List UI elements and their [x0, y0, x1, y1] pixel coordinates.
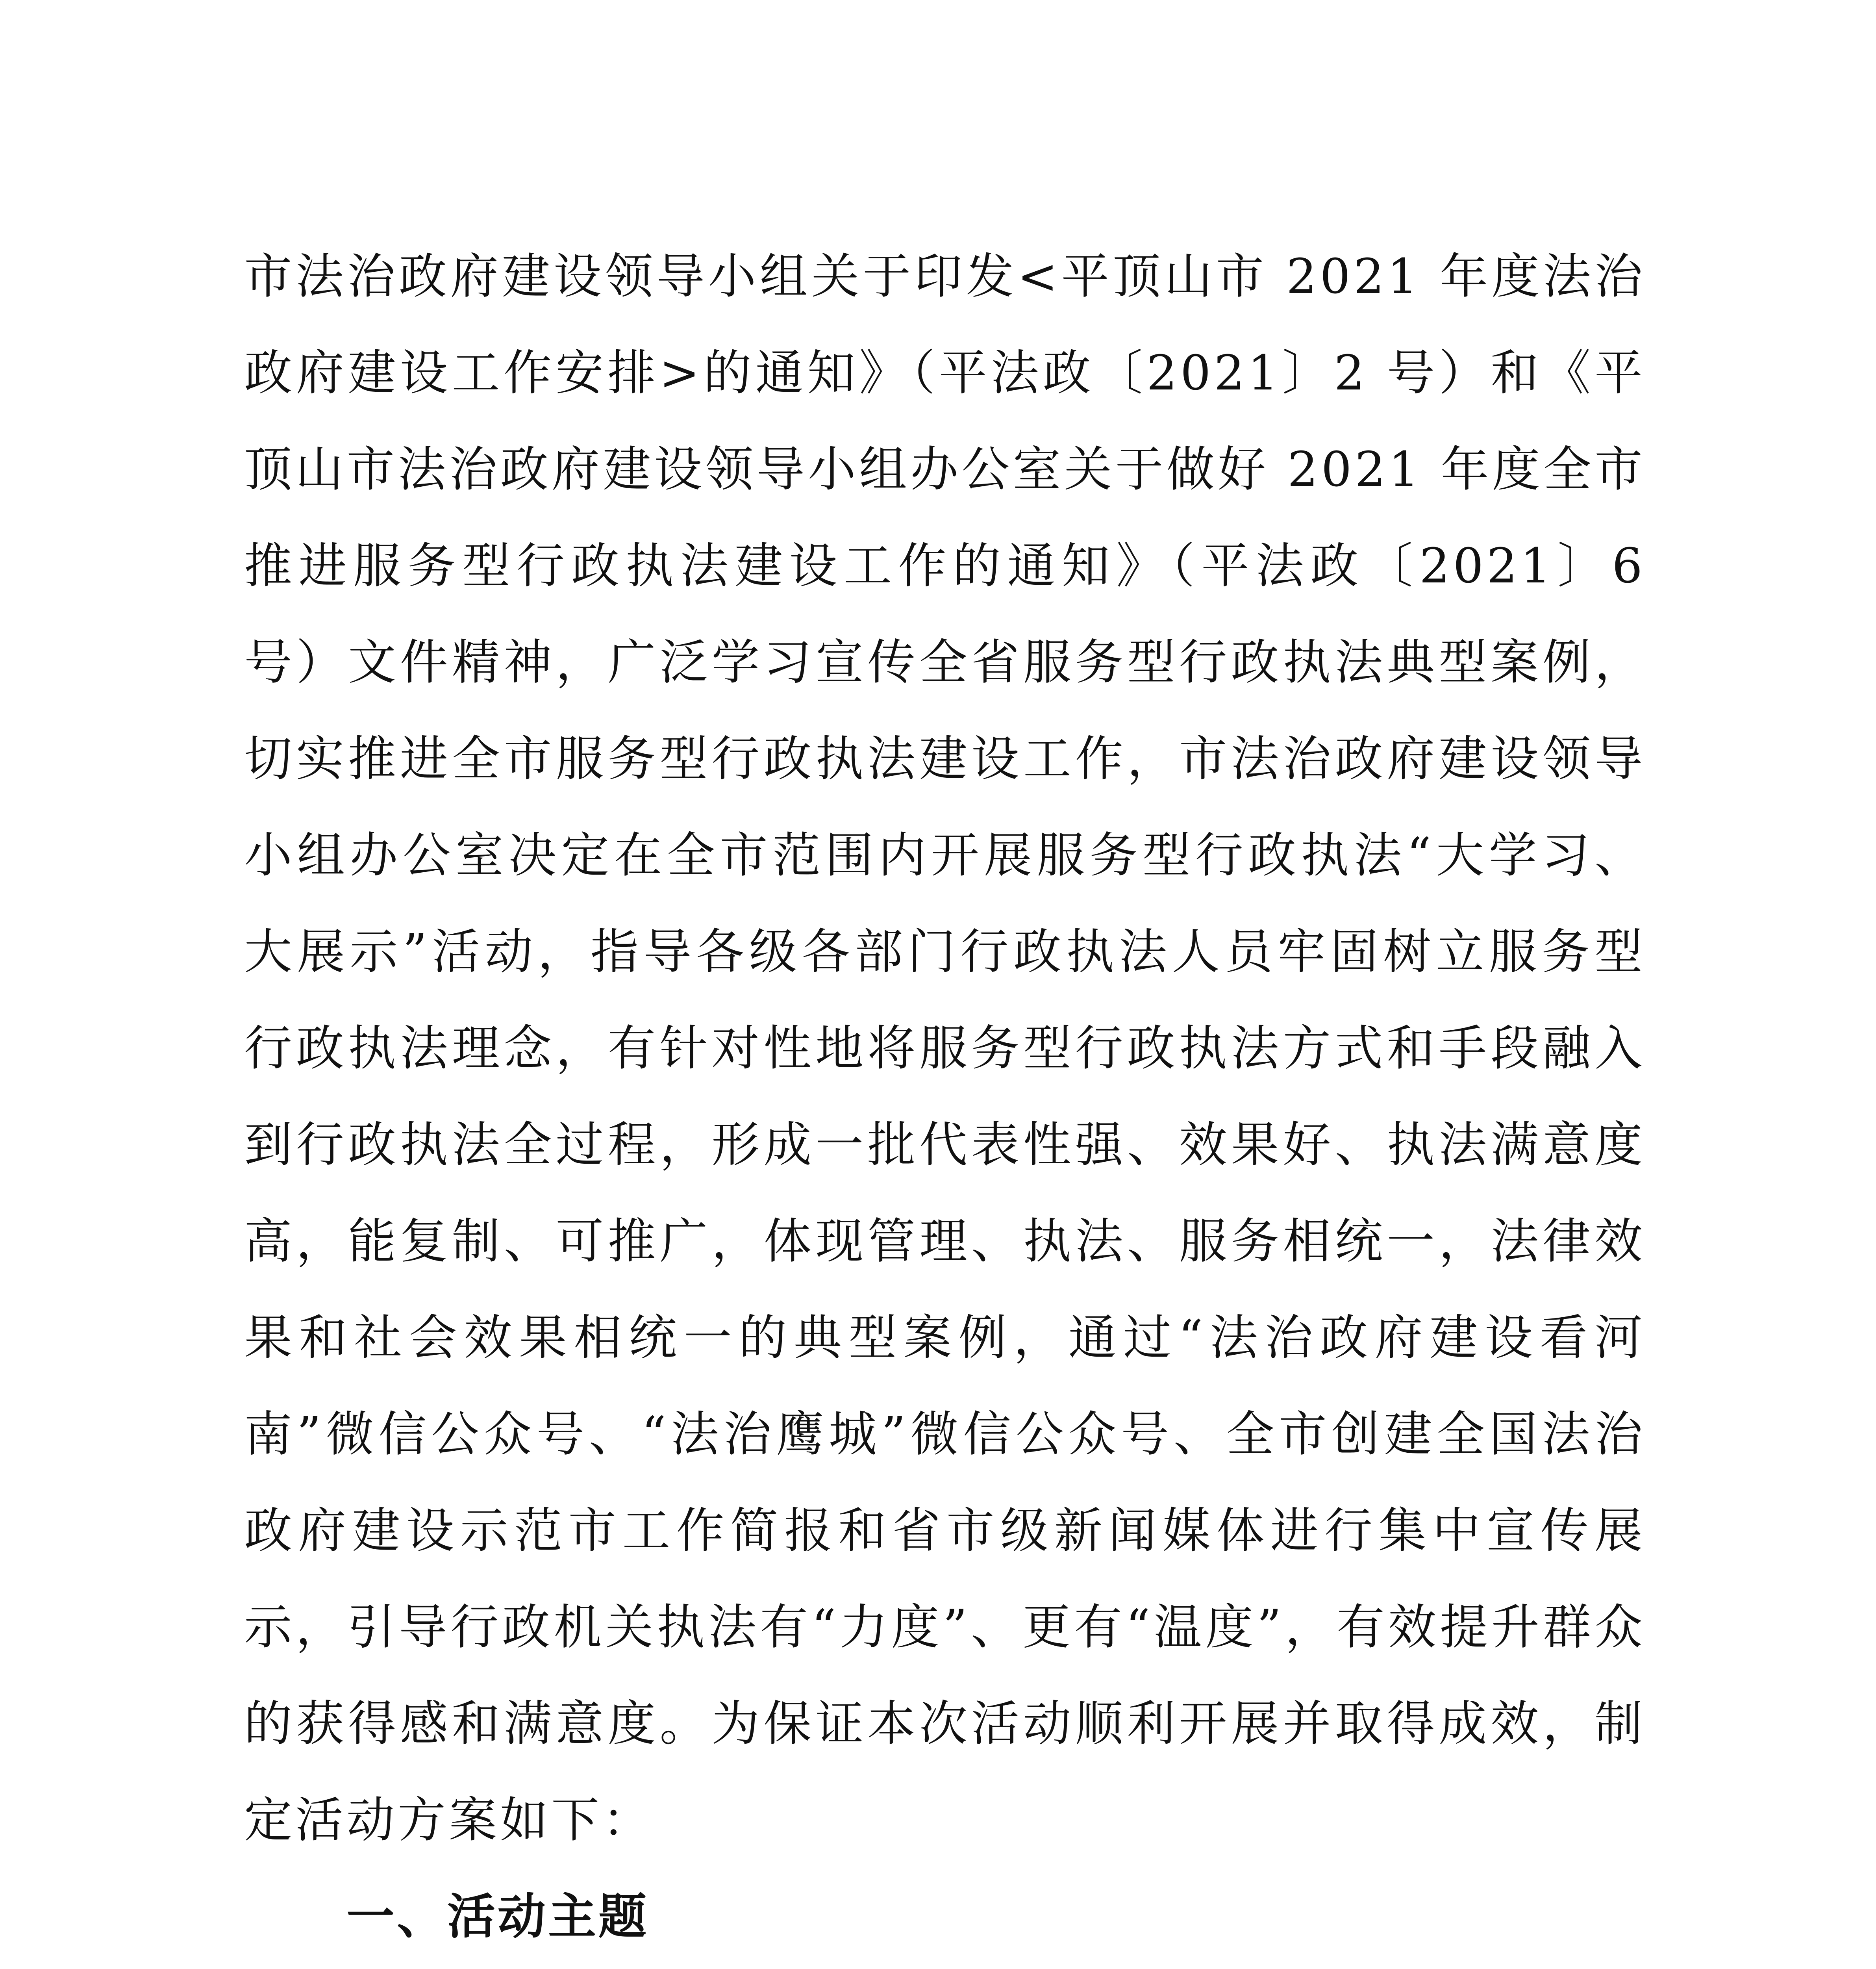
section-body-theme	[244, 1965, 1646, 1969]
intro-paragraph: 市法治政府建设领导小组关于印发<平顶山市 2021 年度法治政府建设工作安排>的通知》（平法政〔2021〕2 号）和《平顶山市法治政府建设领导小组办公室关于做好 2021 年度全市推进服务型行政执法建设工作的通知》（平法政〔2021〕6 号）文件精神，广泛学习宣传全省服务型行政执法典型案例，切实推进全市服务型行政执法建设工作，市法治政府建设领导小组办公室决定在全市范围内开展服务型行政执法“大学习、大展示”活动，指导各级各部门行政执法人员牢固树立服务型行政执法理念，有针对性地将服务型行政执法方式和手段融入到行政执法全过程，形成一批代表性强、效果好、执法满意度高，能复制、可推广，体现管理、执法、服务相统一，法律效果和社会效果相统一的典型案例，通过“法治政府建设看河南”微信公众号、“法治鹰城”微信公众号、全市创建全国法治政府建设示范市工作简报和省市级新闻媒体进行集中宣传展示，引导行政机关执法有“力度”、更有“温度”，有效提升群众的获得感和满意度。为保证本次活动顺利开展并取得成效，制定活动方案如下：	[244, 248, 1646, 1848]
section-heading-theme: 一、活动主题	[346, 1889, 649, 1945]
document-body	[244, 228, 1646, 1969]
